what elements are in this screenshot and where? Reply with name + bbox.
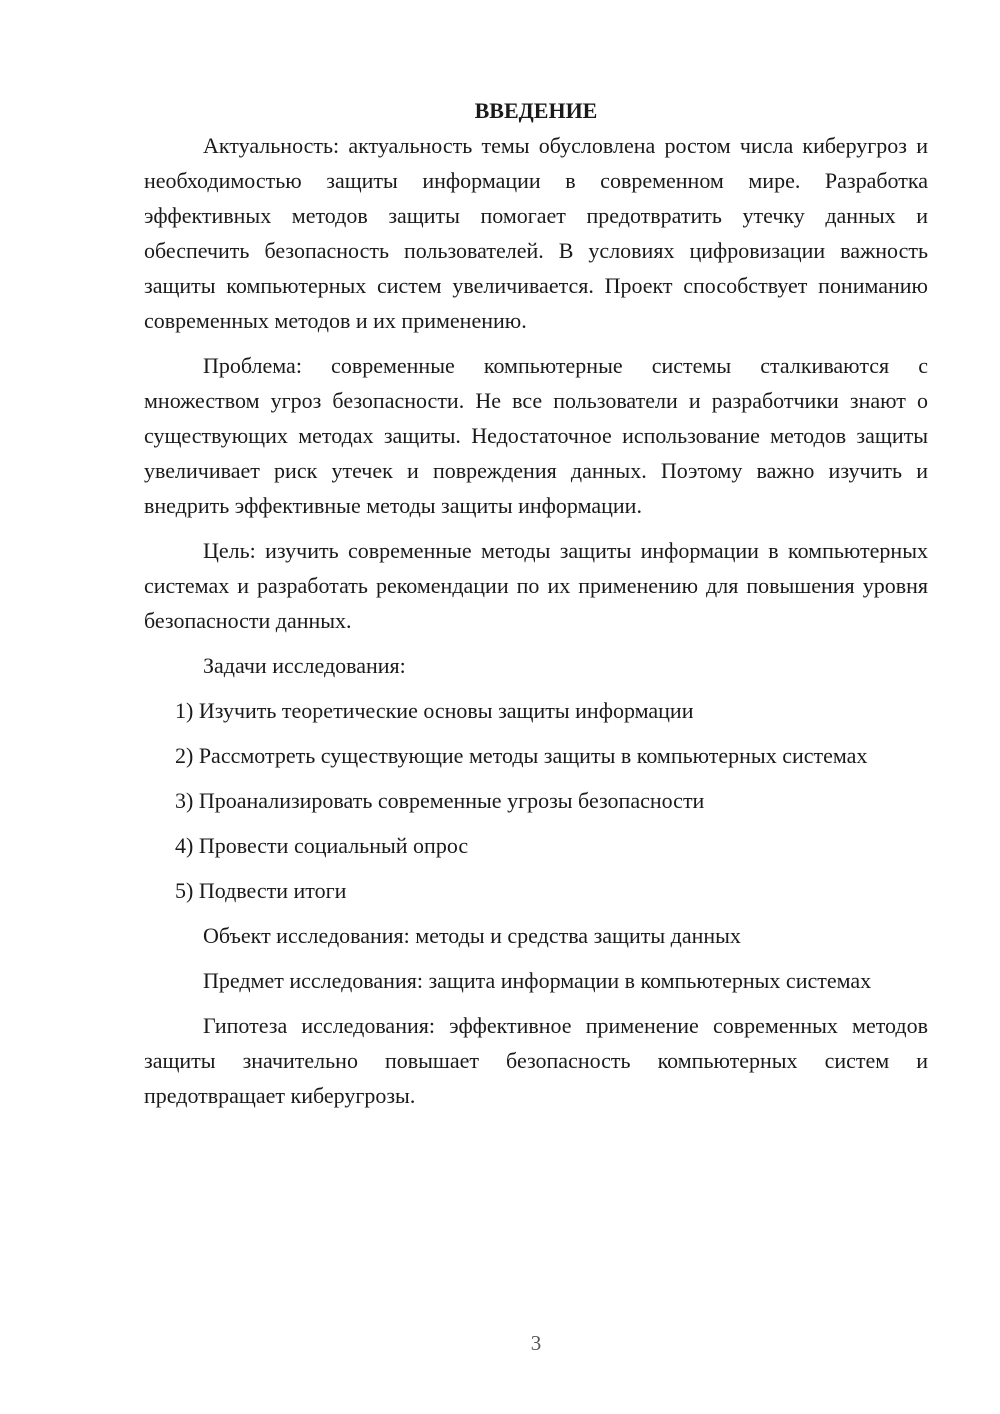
page-number: 3 xyxy=(530,1331,542,1355)
goal-paragraph: Цель: изучить современные методы защиты информации в компьютерных системах и разработать рекомендации по их применению для повышения уровня безопасности данных. xyxy=(144,538,928,633)
problem-paragraph: Проблема: современные компьютерные системы сталкиваются с множеством угроз безопасности. Не все пользователи и разработчики знают о существующих методах защиты. Недостаточное использование методов защиты увеличивает риск утечек и повреждения данных. Поэтому важно изучить и внедрить эффективные методы защиты информации. xyxy=(144,353,928,518)
section-title: ВВЕДЕНИЕ xyxy=(474,98,598,123)
task-item-3: 3) Проанализировать современные угрозы безопасности xyxy=(175,788,705,813)
document-page xyxy=(144,93,928,1123)
task-item-5: 5) Подвести итоги xyxy=(175,878,347,903)
relevance-paragraph: Актуальность: актуальность темы обусловлена ростом числа киберугроз и необходимостью защиты информации в современном мире. Разработка эффективных методов защиты помогает предотвратить утечку данных и обеспечить безопасность пользователей. В условиях цифровизации важность защиты компьютерных систем увеличивается. Проект способствует пониманию современных методов и их применению. xyxy=(144,133,928,333)
task-item-4: 4) Провести социальный опрос xyxy=(175,833,469,858)
task-item-1: 1) Изучить теоретические основы защиты информации xyxy=(175,698,694,723)
object-paragraph: Объект исследования: методы и средства защиты данных xyxy=(203,923,741,948)
subject-paragraph: Предмет исследования: защита информации в компьютерных системах xyxy=(203,968,872,993)
hypothesis-paragraph: Гипотеза исследования: эффективное применение современных методов защиты значительно повышает безопасность компьютерных систем и предотвращает киберугрозы. xyxy=(144,1013,928,1108)
task-item-2: 2) Рассмотреть существующие методы защиты в компьютерных системах xyxy=(175,743,868,768)
tasks-heading: Задачи исследования: xyxy=(203,653,406,678)
